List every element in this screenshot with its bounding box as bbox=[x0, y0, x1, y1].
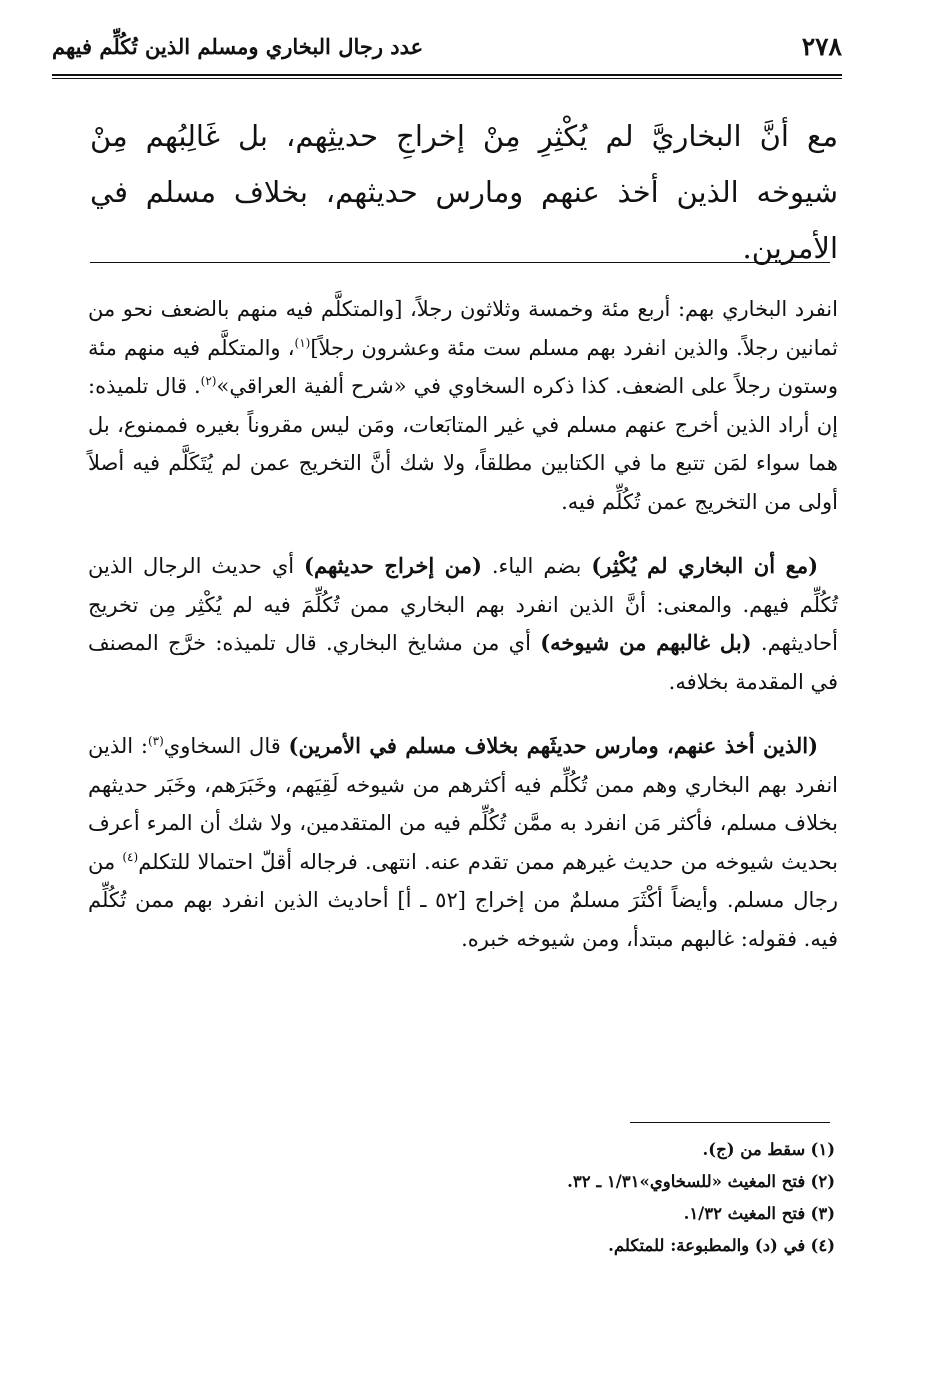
footnote-text: فتح المغيث «للسخاوي»١/٣١ ـ ٣٢. bbox=[567, 1172, 806, 1191]
footnote-number: (٢) bbox=[810, 1172, 835, 1191]
page-number: ٢٧٨ bbox=[801, 32, 842, 61]
footnote-ref: (٤) bbox=[122, 849, 139, 864]
commentary-paragraph-1 bbox=[88, 290, 838, 521]
quoted-lemma: (من إخراج حديثهم) bbox=[304, 553, 482, 578]
main-text bbox=[90, 108, 838, 276]
commentary-text: ، والمتكلَّم فيه منهم مئة وستون رجلاً على الضعف. كذا ذكره السخاوي في «شرح ألفية العراقي» bbox=[88, 335, 838, 398]
footnote-item bbox=[90, 1134, 835, 1166]
commentary-text: قال السخاوي bbox=[163, 734, 289, 758]
header-rule bbox=[52, 74, 842, 79]
commentary-paragraph-2 bbox=[88, 547, 838, 701]
footnote-rule bbox=[630, 1122, 830, 1123]
footnote-ref: (٢) bbox=[200, 374, 217, 388]
footnotes bbox=[90, 1134, 835, 1262]
footnote-number: (٤) bbox=[810, 1236, 835, 1255]
footnote-item bbox=[90, 1198, 835, 1230]
footnote-ref: (٣) bbox=[147, 734, 164, 748]
main-text-paragraph: مع أنَّ البخاريَّ لم يُكْثِرِ مِنْ إخراجِ حديثِهم، بل غَالِبُهم مِنْ شيوخه الذين أخذ عنهم ومارس حديثهم، بخلاف مسلم في الأمرين. bbox=[90, 119, 838, 265]
quoted-lemma: (بل غالبهم من شيوخه) bbox=[540, 630, 752, 655]
quoted-lemma: (الذين أخذ عنهم، ومارس حديثَهم بخلاف مسلم في الأمرين) bbox=[288, 733, 819, 758]
footnote-item bbox=[90, 1230, 835, 1262]
section-divider bbox=[90, 262, 830, 263]
chapter-title: عدد رجال البخاري ومسلم الذين تُكُلِّم فيهم bbox=[52, 34, 424, 59]
footnote-item bbox=[90, 1166, 835, 1198]
commentary-text: أي حديث الرجال الذين تُكُلِّم فيهم. والمعنى: أنَّ الذين انفرد بهم البخاري ممن تُكُلِّمَ فيه لم يُكْثِر مِن تخريج أحاديثهم. bbox=[88, 554, 838, 655]
commentary-paragraph-3 bbox=[88, 727, 838, 958]
commentary bbox=[88, 290, 838, 984]
footnote-ref: (١) bbox=[294, 335, 311, 350]
footnote-number: (٣) bbox=[810, 1204, 835, 1223]
footnote-text: فتح المغيث ١/٣٢. bbox=[683, 1204, 806, 1223]
commentary-text: من رجال مسلم. وأيضاً أكْثَرَ مسلمٌ من إخراج [٥٢ ـ أ] أحاديث الذين انفرد بهم ممن تُكُلِّم فيه. فقوله: غالبهم مبتدأ، ومن شيوخه خبره. bbox=[88, 849, 838, 951]
commentary-text: . قال تلميذه: إن أراد الذين أخرج عنهم مسلم في غير المتابَعات، ومَن ليس مقروناً بغيره فممنوع، بل هما سواء لمَن تتبع ما في الكتابين مطلقاً، ولا شك أنَّ التخريج عمن لم يُتَكَلَّم فيه أصلاً أولى من التخريج عمن تُكُلِّم فيه. bbox=[88, 374, 838, 514]
footnote-number: (١) bbox=[810, 1140, 835, 1159]
commentary-text: أي من مشايخ البخاري. قال تلميذه: خرَّج المصنف في المقدمة بخلافه. bbox=[88, 631, 838, 694]
footnote-text: في (د) والمطبوعة: للمتكلم. bbox=[608, 1236, 806, 1255]
commentary-text: انفرد البخاري بهم: أربع مئة وخمسة وثلاثون رجلاً، [والمتكلَّم فيه منهم بالضعف نحو من ثمانين رجلاً. والذين انفرد بهم مسلم ست مئة وعشرون رجلاً] bbox=[88, 297, 838, 360]
commentary-text: : الذين انفرد بهم البخاري وهم ممن تُكُلِّم فيه أكثرهم من شيوخه لَقِيَهم، وخَبَرَهم، وخَبَر حديثهم بخلاف مسلم، فأكثر مَن انفرد به ممَّن تُكُلِّم فيه من المتقدمين، ولا شك أن المرء أعرف بحديث شيوخه من حديث غيرهم ممن تقدم عنه. انتهى. فرجاله أقلّ احتمالا للتكلم bbox=[88, 734, 838, 874]
footnote-text: سقط من (ج). bbox=[702, 1140, 806, 1159]
commentary-text: بضم الياء. bbox=[481, 554, 592, 578]
quoted-lemma: (مع أن البخاري لم يُكْثِر) bbox=[591, 553, 819, 578]
running-head bbox=[52, 30, 842, 74]
